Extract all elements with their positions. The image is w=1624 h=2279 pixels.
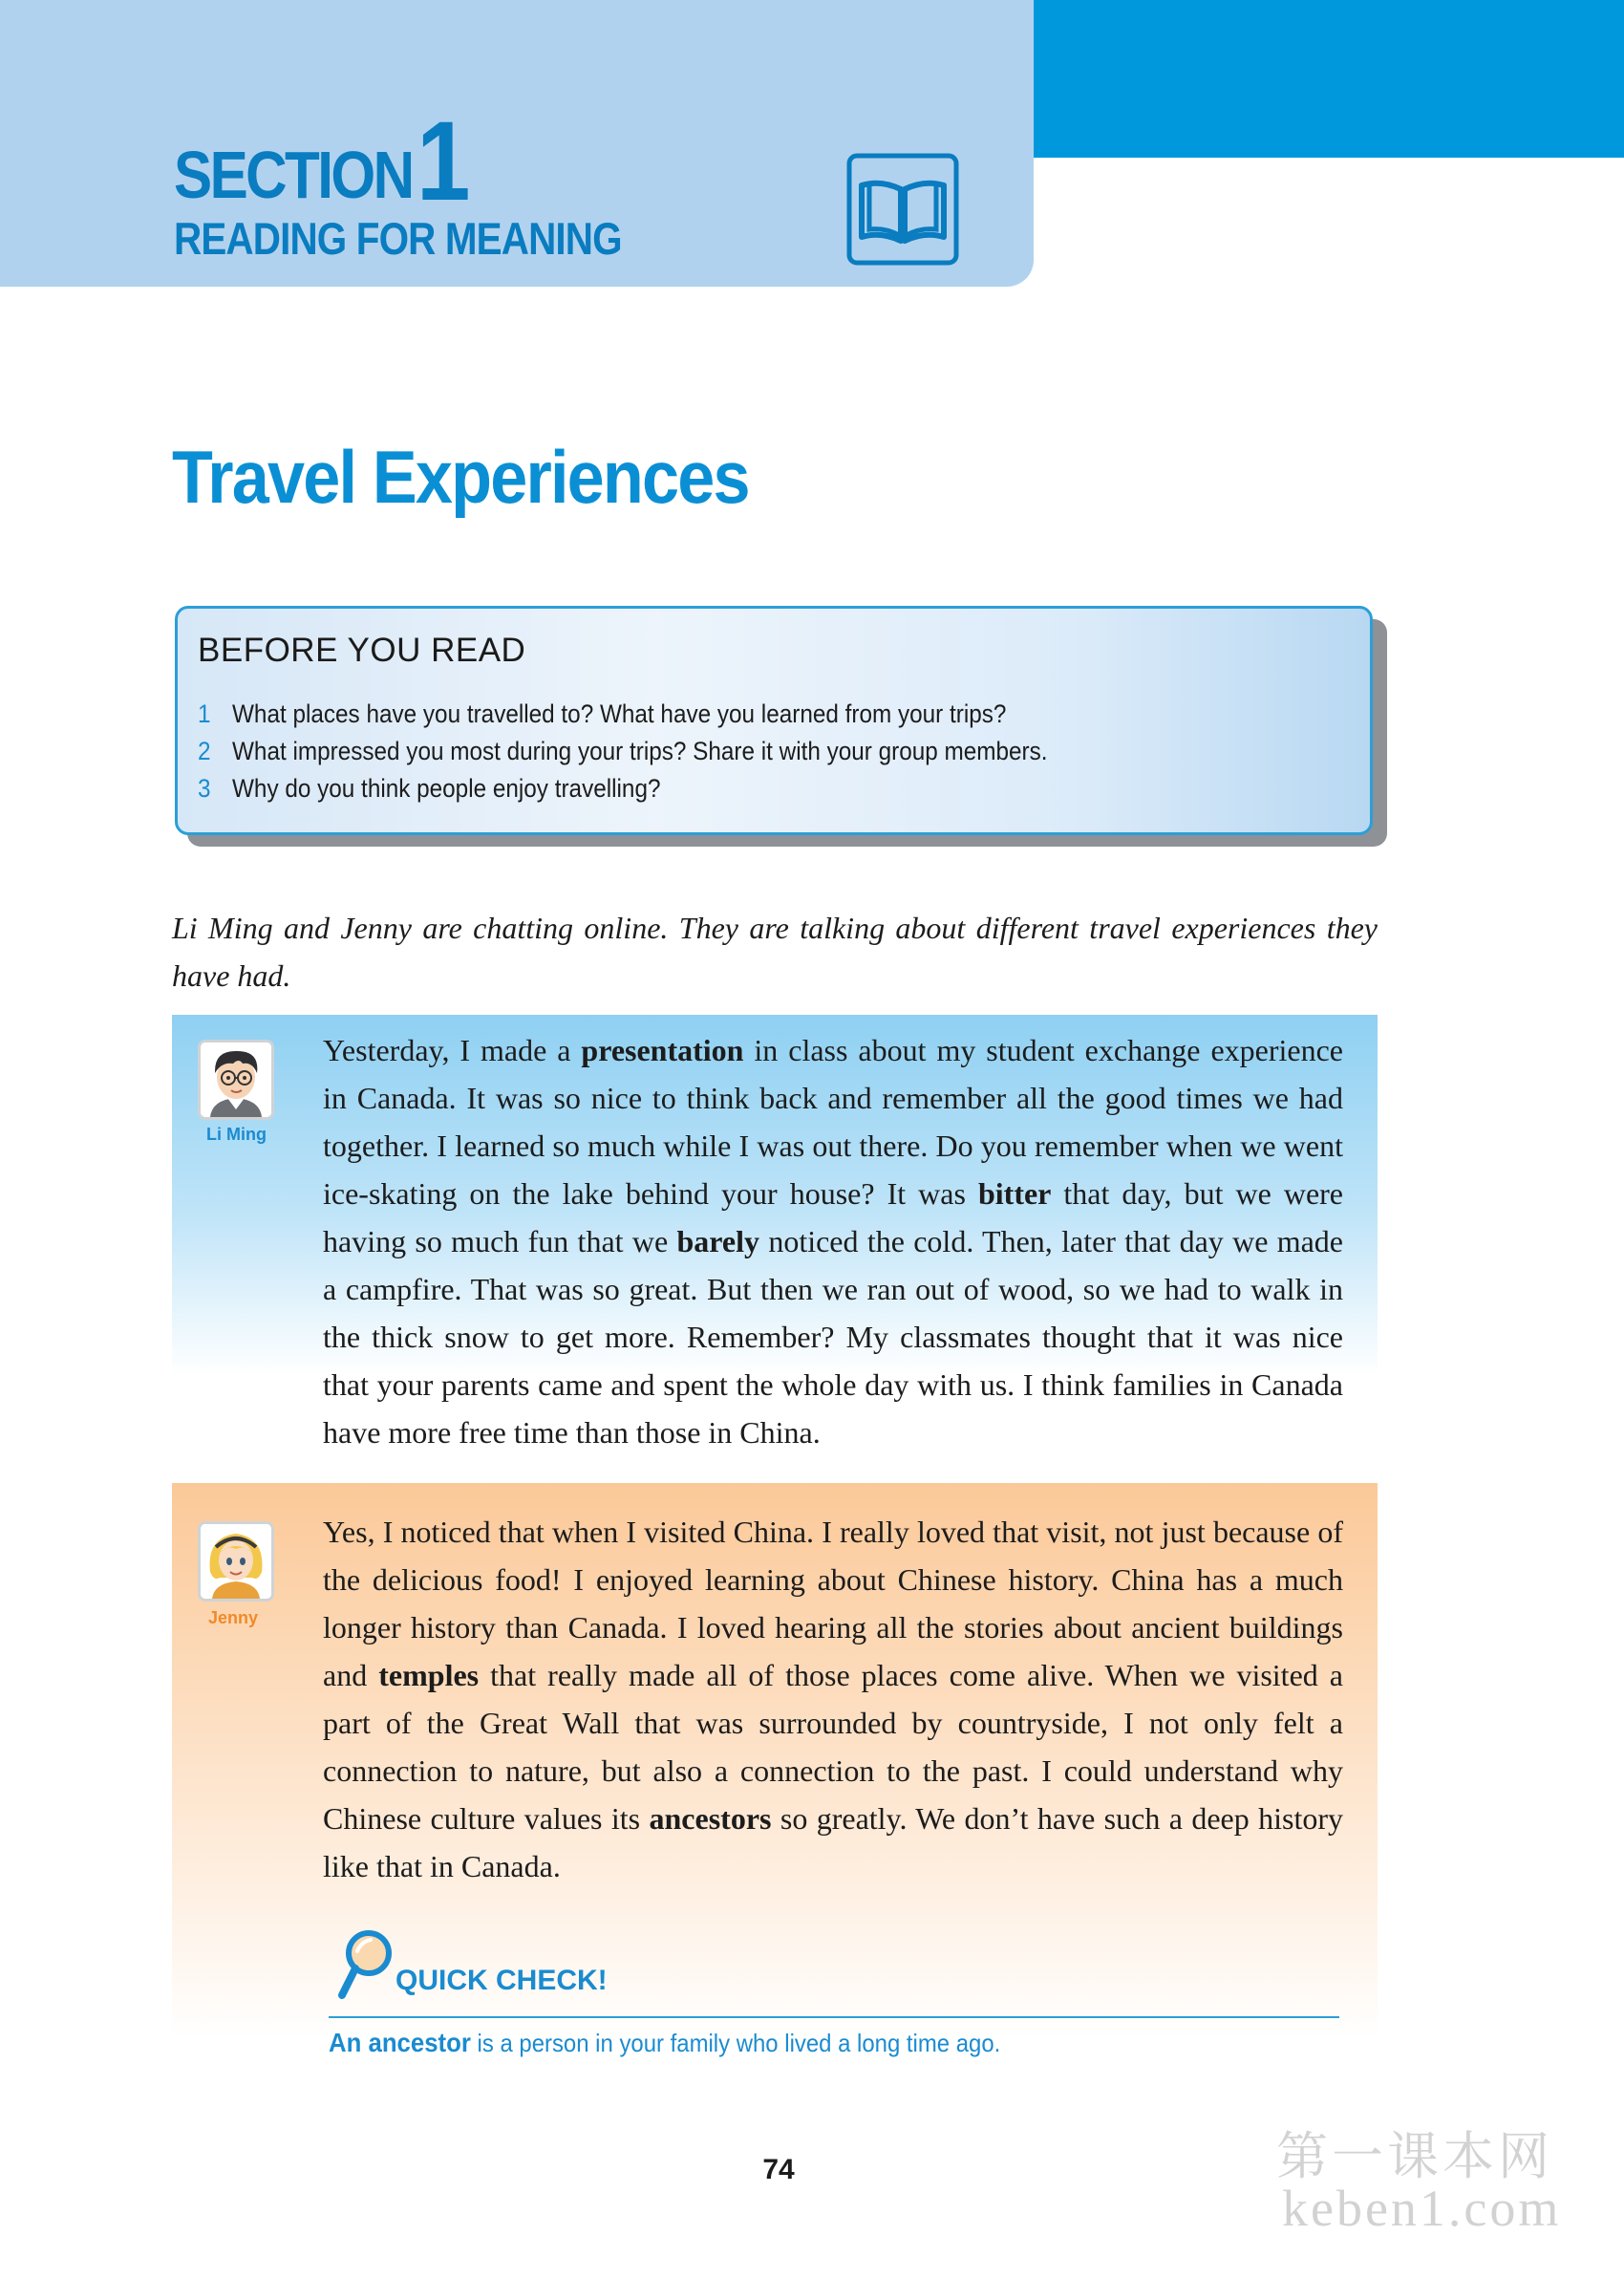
vocab-presentation: presentation [581, 1033, 744, 1067]
quick-check-divider [329, 2016, 1339, 2018]
page-title: Travel Experiences [172, 435, 749, 519]
open-book-icon [846, 153, 959, 266]
watermark-line-1: 第一课本网 [1276, 2126, 1553, 2186]
before-you-read-heading: BEFORE YOU READ [198, 632, 526, 669]
question-item: 1 What places have you travelled to? What have you learned from your trips? [198, 699, 1007, 728]
quick-check-label: QUICK CHECK! [395, 1965, 608, 1996]
girl-avatar-icon [198, 1521, 274, 1602]
jenny-name-label: Jenny [208, 1608, 259, 1627]
intro-paragraph: Li Ming and Jenny are chatting online. They are talking about different travel experiences they have had. [172, 911, 1378, 993]
magnifier-icon [336, 1928, 399, 2005]
vocab-ancestors: ancestors [649, 1801, 772, 1836]
vocab-bitter: bitter [977, 1176, 1052, 1211]
vocab-temples: temples [378, 1658, 480, 1692]
vocab-barely: barely [676, 1224, 759, 1258]
boy-avatar-icon [198, 1040, 274, 1120]
header-accent-band [1034, 0, 1624, 158]
page-number: 74 [762, 2154, 795, 2185]
quick-check-definition: An ancestor is a person in your family who lived a long time ago. [329, 2028, 1001, 2057]
question-item: 2 What impressed you most during your trips? Share it with your group members. [198, 737, 1048, 765]
jenny-message-text: Yes, I noticed that when I visited China. I really loved that visit, not just because of the delicious food! I enjoyed learning about Chinese history. China has a much longer history than Canada. I loved hearing all the stories about ancient buildings and temples that really made all of those places come alive. When we visited a part of the Great Wall that was surrounded by countryside, I not only felt a connection to nature, but also a connection to the past. I could understand why Chinese culture values its ancestors so greatly. We don’t have such a deep history like that in Canada. [323, 1515, 1344, 1883]
section-number: 1 [417, 98, 471, 225]
li-ming-name-label: Li Ming [206, 1125, 267, 1144]
li-ming-message-text: Yesterday, I made a presentation in class about my student exchange experience in Canada. It was so nice to think back and remember all the good times we had together. I learned so much while I was out there. Do you remember when we went ice-skating on the lake behind your house? It was bitter that day, but we were having so much fun that we barely noticed the cold. Then, later that day we made a campfire. That was so great. But then we ran out of wood, so we had to walk in the thick snow to get more. Remember? My classmates thought that it was nice that your parents came and spent the whole day with us. I think families in Canada have more free time than those in China. [323, 1033, 1344, 1450]
section-label: SECTION [174, 138, 413, 212]
section-subtitle: READING FOR MEANING [174, 213, 622, 264]
watermark-line-2: keben1.com [1282, 2180, 1562, 2237]
question-item: 3 Why do you think people enjoy travelling? [198, 774, 661, 803]
